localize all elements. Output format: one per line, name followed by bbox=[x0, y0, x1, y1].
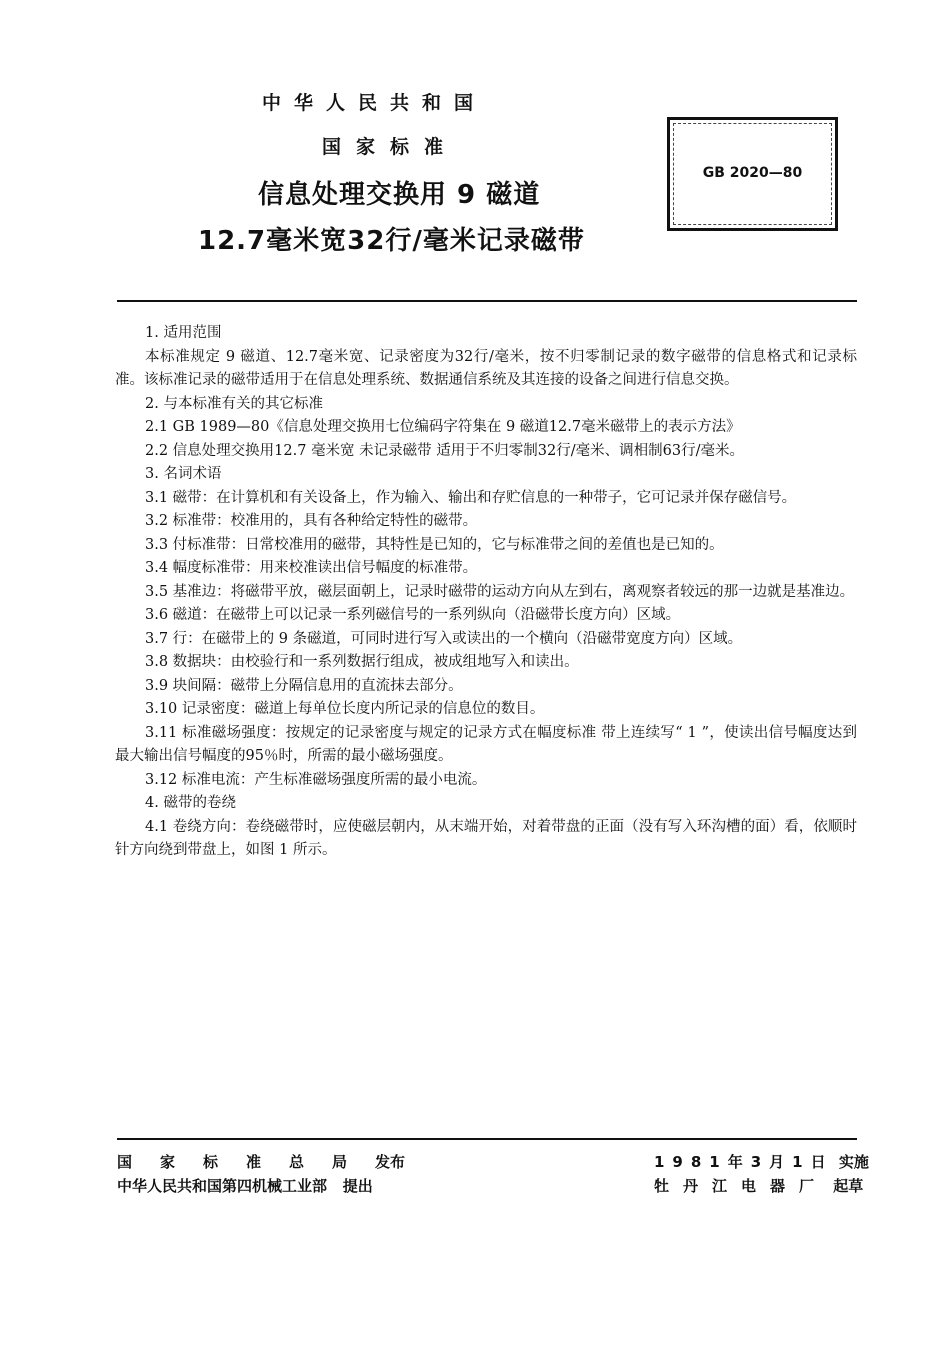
footer-proposer-line bbox=[117, 1175, 373, 1196]
footer-effective-line bbox=[654, 1151, 869, 1172]
standard-code: GB 2020—80 bbox=[702, 165, 803, 181]
paragraph: 3.1 磁带：在计算机和有关设备上，作为输入、输出和存贮信息的一种带子，它可记录并保存磁信号。 bbox=[145, 489, 797, 506]
document-title-line1: 信息处理交换用 9 磁道 bbox=[258, 180, 541, 210]
footer-publisher: 国家标准总局 bbox=[117, 1153, 376, 1171]
document-title-line2: 12.7毫米宽32行/毫米记录磁带 bbox=[198, 226, 585, 256]
footer-drafter-line bbox=[654, 1175, 863, 1196]
paragraph: 3.7 行：在磁带上的 9 条磁道，可同时进行写入或读出的一个横向（沿磁带宽度方向）区域。 bbox=[145, 630, 743, 647]
section-heading: 2. 与本标准有关的其它标准 bbox=[145, 395, 323, 412]
paragraph: 2.2 信息处理交换用12.7 毫米宽 未记录磁带 适用于不归零制32行/毫米、调相制63行/毫米。 bbox=[145, 442, 744, 459]
footer-publish-label: 发布 bbox=[375, 1153, 406, 1171]
paragraph: 3.11 标准磁场强度：按规定的记录密度与规定的记录方式在幅度标准 带上连续写“ 1 ”，使读出信号幅度达到最大输出信号幅度的95％时，所需的最小磁场强度。 bbox=[115, 724, 857, 764]
paragraph: 3.5 基准边：将磁带平放，磁层面朝上，记录时磁带的运动方向从左到右，离观察者较远的那一边就是基准边。 bbox=[145, 583, 855, 600]
footer-drafter: 牡丹江电器厂 bbox=[654, 1177, 829, 1195]
paragraph: 3.10 记录密度：磁道上每单位长度内所记录的信息位的数目。 bbox=[145, 701, 545, 717]
section-heading: 3. 名词术语 bbox=[145, 466, 222, 482]
paragraph: 本标准规定 9 磁道、12.7毫米宽、记录密度为32行/毫米，按不归零制记录的数字磁带的信息格式和记录标准。该标准记录的磁带适用于在信息处理系统、数据通信系统及其连接的设备之间进行信息交换。 bbox=[115, 348, 857, 388]
paragraph: 3.8 数据块：由校验行和一系列数据行组成，被成组地写入和读出。 bbox=[145, 654, 579, 670]
header-country: 中华人民共和国 bbox=[262, 92, 487, 114]
paragraph: 3.12 标准电流：产生标准磁场强度所需的最小电流。 bbox=[145, 771, 487, 788]
paragraph: 3.3 付标准带：日常校准用的磁带，其特性是已知的，它与标准带之间的差值也是已知的。 bbox=[145, 536, 724, 553]
footer-effective-date: 1981年3月1日 bbox=[654, 1153, 834, 1171]
footer-divider bbox=[117, 1138, 857, 1140]
standard-code-box bbox=[667, 117, 838, 231]
paragraph: 3.6 磁道：在磁带上可以记录一系列磁信号的一系列纵向（沿磁带长度方向）区域。 bbox=[145, 607, 681, 623]
footer-publisher-line bbox=[117, 1151, 405, 1172]
footer-proposer: 中华人民共和国第四机械工业部 bbox=[117, 1177, 328, 1195]
header-standard-label: 国家标准 bbox=[322, 136, 459, 158]
footer-draft-label: 起草 bbox=[833, 1177, 864, 1195]
paragraph: 3.4 幅度标准带：用来校准读出信号幅度的标准带。 bbox=[145, 560, 478, 576]
document-body bbox=[115, 322, 857, 863]
section-heading: 4. 磁带的卷绕 bbox=[145, 795, 236, 811]
paragraph: 3.9 块间隔：磁带上分隔信息用的直流抹去部分。 bbox=[145, 677, 463, 694]
paragraph: 4.1 卷绕方向：卷绕磁带时，应使磁层朝内，从末端开始，对着带盘的正面（没有写入环沟槽的面）看，依顺时针方向绕到带盘上，如图 1 所示。 bbox=[115, 818, 857, 858]
footer-effective-label: 实施 bbox=[838, 1153, 869, 1171]
paragraph: 3.2 标准带：校准用的，具有各种给定特性的磁带。 bbox=[145, 513, 478, 529]
section-heading: 1. 适用范围 bbox=[145, 325, 222, 341]
footer-propose-label: 提出 bbox=[342, 1177, 373, 1195]
header-divider bbox=[117, 300, 857, 302]
paragraph: 2.1 GB 1989—80《信息处理交换用七位编码字符集在 9 磁道12.7毫米磁带上的表示方法》 bbox=[145, 419, 741, 435]
